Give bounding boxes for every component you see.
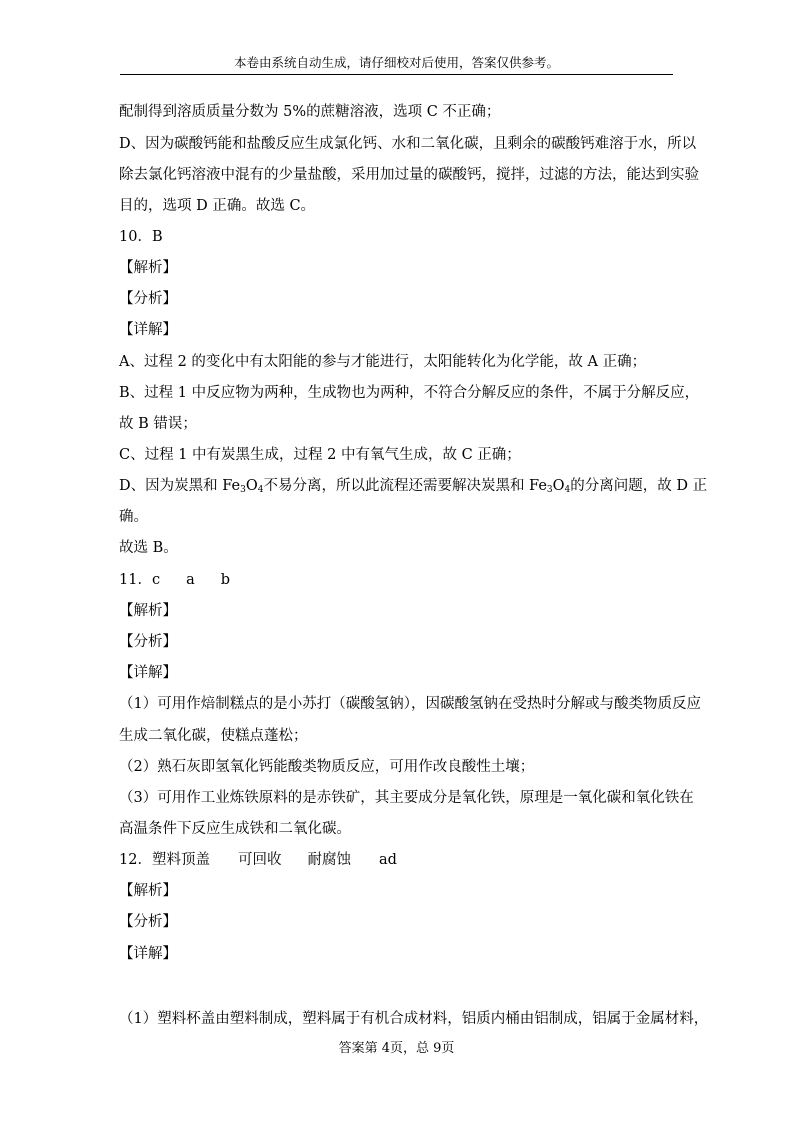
q11-answer-1: c [151, 572, 161, 588]
q11-jiexi-heading: 【解析】 [119, 603, 177, 619]
q10-option-b-line1: B、过程 1 中反应物为两种，生成物也为两种，不符合分解反应的条件，不属于分解反应， [119, 385, 700, 401]
q12-answer-2: 可回收 [237, 852, 282, 868]
q12-jiexi-heading: 【解析】 [119, 883, 177, 899]
q10-fenxi-heading: 【分析】 [119, 291, 177, 307]
q11-part3-line1: （3）可用作工业炼铁原料的是赤铁矿，其主要成分是氧化铁，原理是一氧化碳和氧化铁在 [119, 790, 694, 806]
q11-answer-line [119, 570, 230, 590]
q10-d-subscript-4: 4 [564, 485, 571, 495]
q11-part2: （2）熟石灰即氢氧化钙能酸类物质反应，可用作改良酸性土壤； [119, 759, 535, 775]
q11-answer-2: a [186, 572, 195, 588]
q12-number: 12． [119, 852, 152, 868]
q10-option-b-line2: 故 B 错误； [119, 416, 197, 432]
q12-part1-line1: （1）塑料杯盖由塑料制成，塑料属于有机合成材料，铝质内桶由铝制成，铝属于金属材料， [119, 1011, 709, 1027]
q12-answer-1: 塑料顶盖 [151, 852, 210, 868]
q12-answer-4: ad [378, 852, 397, 868]
q10-option-a: A、过程 2 的变化中有太阳能的参与才能进行，太阳能转化为化学能，故 A 正确； [119, 354, 647, 370]
q11-fenxi-heading: 【分析】 [119, 634, 177, 650]
q10-answer: 10．B [119, 229, 163, 245]
q11-part1-line2: 生成二氧化碳，使糕点蓬松； [119, 728, 308, 744]
q12-fenxi-heading: 【分析】 [119, 914, 177, 930]
q11-xiangjie-heading: 【详解】 [119, 665, 177, 681]
q11-answer-3: b [220, 572, 231, 588]
q12-xiangjie-heading: 【详解】 [119, 946, 177, 962]
q9-option-d-line3: 目的，选项 D 正确。故选 C。 [119, 198, 316, 214]
q10-option-d-line2: 确。 [119, 509, 148, 525]
q11-part3-line2: 高温条件下反应生成铁和二氧化碳。 [119, 821, 351, 837]
q12-answer-3: 耐腐蚀 [307, 852, 351, 868]
q10-d-text-3: 不易分离，所以此流程还需要解决炭黑和 Fe [263, 478, 547, 494]
q10-option-d-line1 [119, 476, 707, 496]
q10-conclusion: 故选 B。 [119, 540, 178, 556]
q10-d-text-5: 的分离问题，故 D 正 [570, 478, 708, 494]
q9-option-c-end: 配制得到溶质质量分数为 5%的蔗糖溶液，选项 C 不正确； [119, 104, 501, 120]
q10-d-text-4: O [552, 478, 565, 494]
q10-d-text-2: O [245, 478, 258, 494]
q11-number: 11． [119, 572, 152, 588]
q10-d-subscript-2: 4 [257, 485, 264, 495]
q10-d-subscript-3: 3 [546, 485, 553, 495]
page-header-notice: 本卷由系统自动生成，请仔细校对后使用，答案仅供参考。 [233, 55, 559, 70]
q10-d-subscript-1: 3 [240, 485, 246, 495]
page-footer: 答案第 4页，总 9页 [338, 1041, 455, 1056]
q10-xiangjie-heading: 【详解】 [119, 322, 177, 338]
q12-answer-line [119, 850, 397, 870]
q10-option-c: C、过程 1 中有炭黑生成，过程 2 中有氧气生成，故 C 正确； [119, 447, 521, 463]
q11-part1-line1: （1）可用作焙制糕点的是小苏打（碳酸氢钠），因碳酸氢钠在受热时分解或与酸类物质反应 [119, 696, 701, 712]
q10-d-text-1: D、因为炭黑和 Fe [119, 478, 241, 494]
q10-jiexi-heading: 【解析】 [119, 260, 177, 276]
q9-option-d-line1: D、因为碳酸钙能和盐酸反应生成氯化钙、水和二氧化碳，且剩余的碳酸钙难溶于水，所以 [119, 136, 697, 152]
header-divider [120, 74, 673, 75]
q9-option-d-line2: 除去氯化钙溶液中混有的少量盐酸，采用加过量的碳酸钙，搅拌，过滤的方法，能达到实验 [119, 167, 699, 183]
